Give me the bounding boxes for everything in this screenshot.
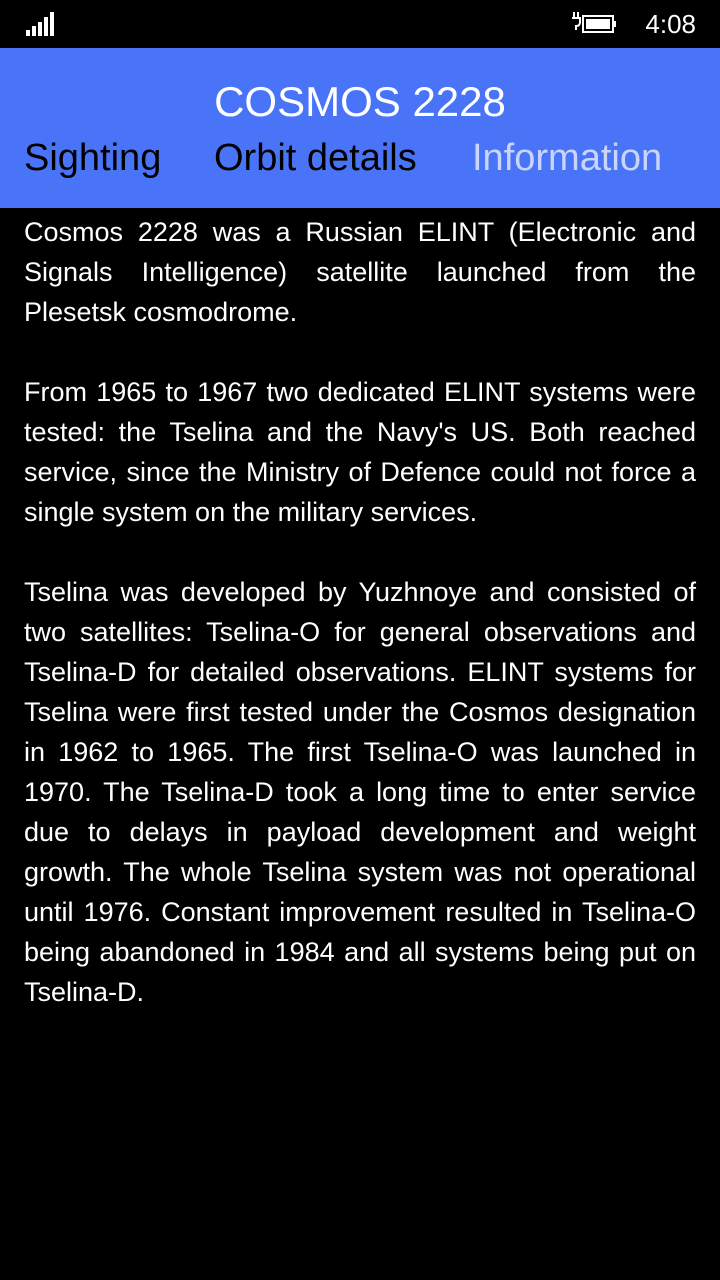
page-title: COSMOS 2228 [214, 78, 506, 125]
tab-orbit-details[interactable]: Orbit details [214, 137, 417, 179]
information-content [24, 212, 696, 1052]
battery-charging-icon [570, 10, 618, 36]
clock: 4:08 [645, 9, 696, 39]
status-bar [0, 0, 720, 48]
info-paragraph: From 1965 to 1967 two dedicated ELINT systems were tested: the Tselina and the Navy's US. Both reached service, since the Ministry of Defence could not force a single system on the military services. [24, 377, 696, 527]
tab-information[interactable]: Information [472, 137, 663, 179]
signal-strength-icon [26, 12, 56, 36]
tab-sighting[interactable]: Sighting [24, 137, 162, 179]
pivot-tabs [0, 134, 720, 186]
info-paragraph: Tselina was developed by Yuzhnoye and consisted of two satellites: Tselina-O for general observations and Tselina-D for detailed observations. ELINT systems for Tselina were first tested under the Cosmos designation in 1962 to 1965. The first Tselina-O was launched in 1970. The Tselina-D took a long time to enter service due to delays in payload development and weight growth. The whole Tselina system was not operational until 1976. Constant improvement resulted in Tselina-O being abandoned in 1984 and all systems being put on Tselina-D. [24, 577, 696, 1007]
header [0, 48, 720, 208]
info-paragraph: Cosmos 2228 was a Russian ELINT (Electronic and Signals Intelligence) satellite launched from the Plesetsk cosmodrome. [24, 217, 696, 327]
